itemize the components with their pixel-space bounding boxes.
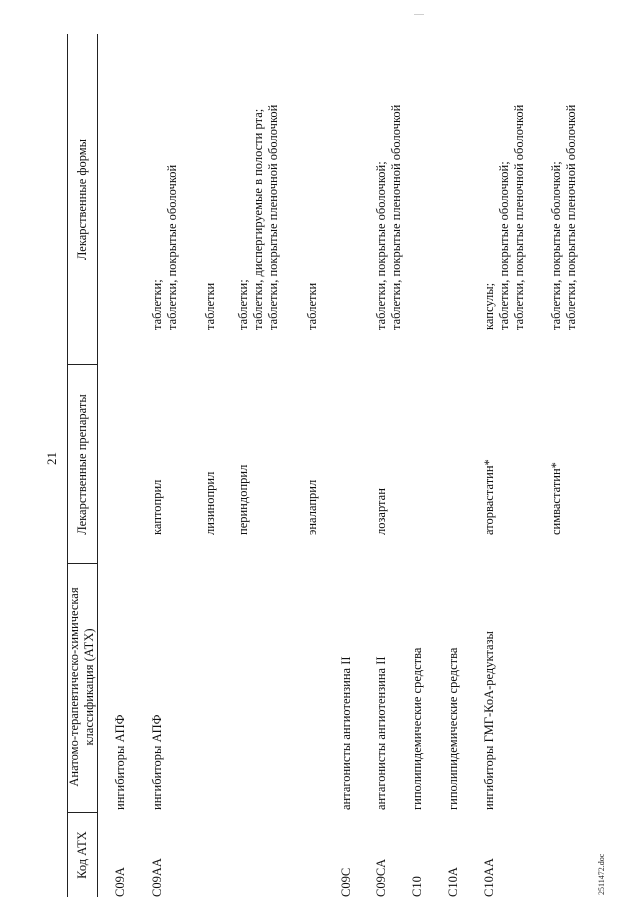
header-classification: Анатомо-терапевтическо-химическая классификация (АТХ) <box>67 587 96 787</box>
row-form-line: таблетки, покрытые пленочной оболочкой <box>564 104 578 330</box>
row-code: C10A <box>446 867 460 897</box>
row-code: C10AA <box>482 858 496 897</box>
page-number: 21 <box>44 452 59 465</box>
row-drug: лизиноприл <box>203 471 217 535</box>
row-form-line: таблетки, покрытые пленочной оболочкой <box>266 104 280 330</box>
row-code: C09CA <box>374 858 388 897</box>
header-drugs: Лекарственные препараты <box>75 394 89 535</box>
row-form-line: таблетки; <box>150 279 164 330</box>
margin-tick <box>414 14 424 15</box>
header-code: Код АТХ <box>75 831 89 879</box>
row-form-line: таблетки, покрытые оболочкой <box>165 164 179 330</box>
row-classification: антагонисты ангиотензина II <box>339 656 353 810</box>
row-classification: ингибиторы АПФ <box>150 714 164 810</box>
row-classification: ингибиторы ГМГ-КоА-редуктазы <box>482 631 496 810</box>
row-code: C09A <box>113 867 127 897</box>
row-form-line: таблетки, покрытые пленочной оболочкой <box>389 104 403 330</box>
table-header-bottom-border <box>97 34 98 897</box>
row-form-line: таблетки, диспергируемые в полости рта; <box>251 108 265 330</box>
row-drug: периндоприл <box>236 464 250 535</box>
row-form-line: таблетки <box>305 282 319 330</box>
row-drug: эналаприл <box>305 479 319 535</box>
row-drug: каптоприл <box>150 479 164 535</box>
row-code: C09AA <box>150 858 164 897</box>
row-form-line: таблетки, покрытые пленочной оболочкой <box>512 104 526 330</box>
row-drug: лозартан <box>374 488 388 535</box>
row-drug: аторвастатин* <box>482 459 496 535</box>
row-drug: симвастатин* <box>549 462 563 535</box>
header-forms: Лекарственные формы <box>75 138 89 261</box>
row-form-line: капсулы; <box>482 282 496 330</box>
row-form-line: таблетки, покрытые оболочкой; <box>374 161 388 330</box>
row-form-line: таблетки, покрытые оболочкой; <box>549 161 563 330</box>
row-classification: гиполипидемические средства <box>410 647 424 810</box>
row-form-line: таблетки <box>203 282 217 330</box>
row-form-line: таблетки, покрытые оболочкой; <box>497 161 511 330</box>
row-form-line: таблетки; <box>236 279 250 330</box>
row-code: C09C <box>339 867 353 897</box>
row-code: C10 <box>410 876 424 897</box>
footer-file-code: 2511472.doc <box>597 853 606 895</box>
row-classification: ингибиторы АПФ <box>113 714 127 810</box>
row-classification: антагонисты ангиотензина II <box>374 656 388 810</box>
row-classification: гиполипидемические средства <box>446 647 460 810</box>
